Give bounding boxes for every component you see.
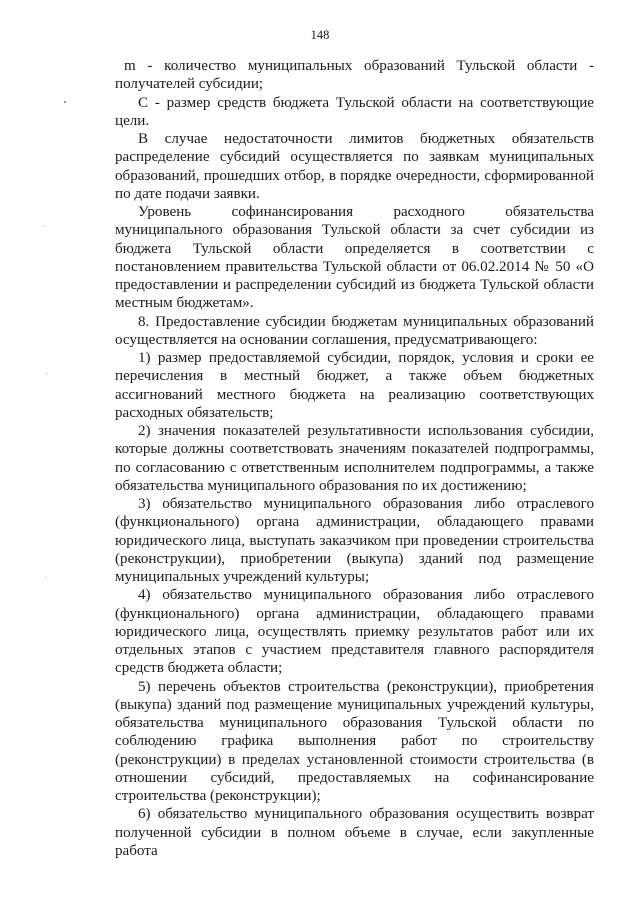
list-item-2: 2) значения показателей результативности использования субсидии, которые должны соответствовать значениям показателей подпрограммы, по согласованию с ответственным исполнителем подпрограммы, а также обязательства муниципального образования по их достижению;	[115, 423, 594, 494]
list-item-4: 4) обязательство муниципального образования либо отраслевого (функционального) органа администрации, обладающего правами юридического лица, осуществлять приемку результатов работ или их отдельных этапов с участием представителя главного распорядителя средств бюджета области;	[115, 587, 594, 677]
scan-speck	[45, 577, 46, 578]
paragraph-c-definition: С - размер средств бюджета Тульской области на соответствующие цели.	[115, 94, 594, 129]
scan-speck	[46, 373, 47, 374]
paragraph-cofinancing-level: Уровень софинансирования расходного обязательства муниципального образования Тульской области за счет субсидии из бюджета Тульской области определяется в соответствии с постановлением правительства Тульской области от 06.02.2014 № 50 «О предоставлении и распределении субсидий из бюджета Тульской области местным бюджетам».	[115, 204, 594, 312]
list-item-1: 1) размер предоставляемой субсидии, порядок, условия и сроки ее перечисления в местный бюджет, а также объем бюджетных ассигнований местного бюджета на реализацию соответствующих расходных обязательств;	[115, 350, 594, 421]
scan-speck	[64, 101, 66, 103]
paragraph-insufficient-limits: В случае недостаточности лимитов бюджетных обязательств распределение субсидий осуществляется по заявкам муниципальных образований, прошедших отбор, в порядке очередности, сформированной по дате подачи заявки.	[115, 131, 594, 202]
scan-speck	[44, 226, 45, 227]
list-item-5: 5) перечень объектов строительства (реконструкции), приобретения (выкупа) зданий под размещение муниципальных учреждений культуры, обязательства муниципального образования Тульской области по соблюдению графика выполнения работ по строительству (реконструкции) в пределах установленной стоимости строительства (в отношении субсидий, предоставляемых на софинансирование строительства (реконструкции);	[115, 678, 594, 804]
paragraph-section-8: 8. Предоставление субсидии бюджетам муниципальных образований осуществляется на основании соглашения, предусматривающего:	[115, 313, 594, 348]
document-body	[115, 57, 594, 860]
list-item-3: 3) обязательство муниципального образования либо отраслевого (функционального) органа администрации, обладающего правами юридического лица, выступать заказчиком при проведении строительства (реконструкции), приобретении (выкупа) зданий под размещение муниципальных учреждений культуры;	[115, 496, 594, 585]
page-number: 148	[310, 28, 330, 42]
list-item-6: 6) обязательство муниципального образования осуществить возврат полученной субсидии в полном объеме в случае, если закупленные работа	[115, 806, 594, 859]
paragraph-m-definition: m - количество муниципальных образований Тульской области - получателей субсидии;	[115, 58, 594, 93]
